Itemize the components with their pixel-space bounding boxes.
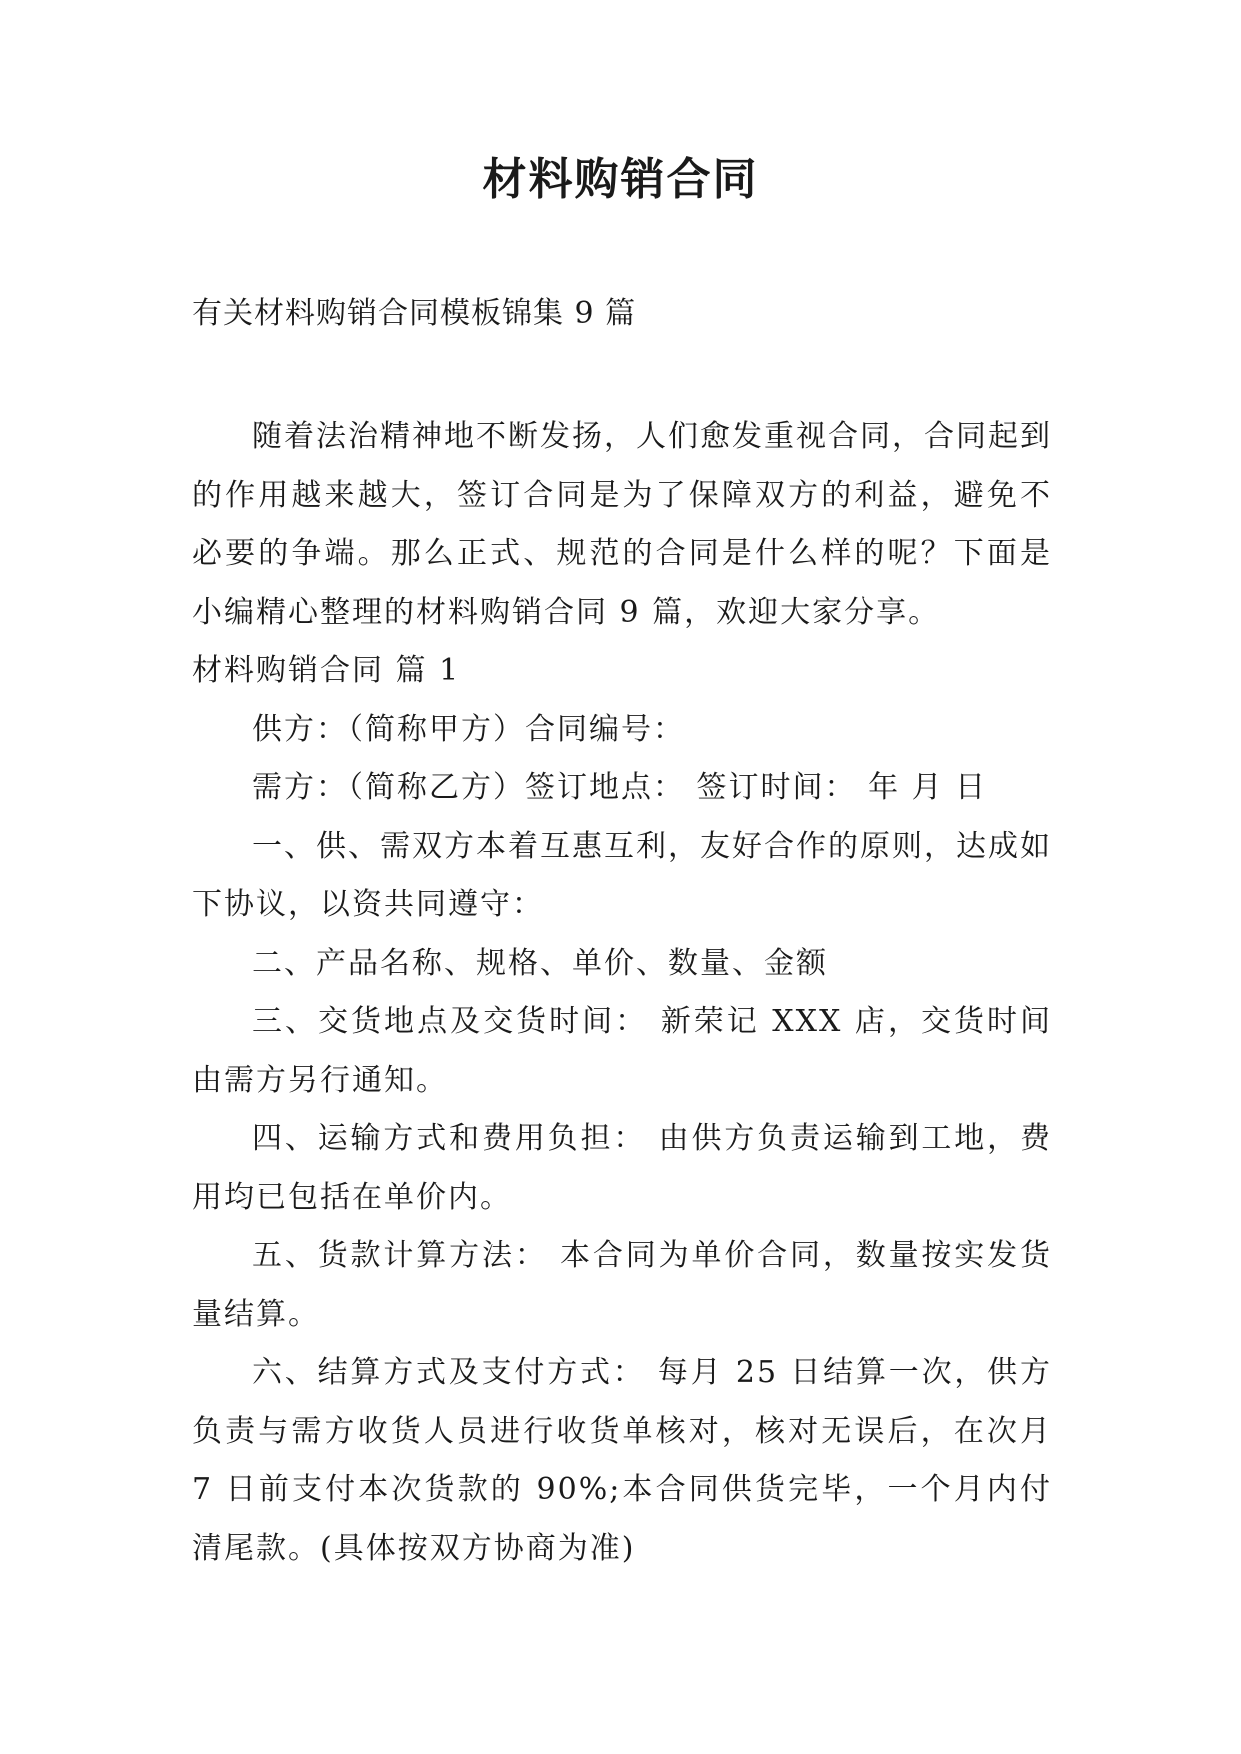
document-title: 材料购销合同: [482, 154, 759, 205]
intro-paragraph: 随着法治精神地不断发扬，人们愈发重视合同，合同起到的作用越来越大，签订合同是为了保障双方的利益，避免不必要的争端。那么正式、规范的合同是什么样的呢？下面是小编精心整理的材料购销合同 9 篇，欢迎大家分享。: [192, 419, 1052, 630]
buyer-line: 需方：（简称乙方）签订地点： 签订时间： 年 月 日: [252, 770, 988, 805]
clause-1: 一、供、需双方本着互惠互利，友好合作的原则，达成如下协议，以资共同遵守：: [192, 828, 1052, 922]
clause-4: 四、运输方式和费用负担： 由供方负责运输到工地，费用均已包括在单价内。: [192, 1121, 1052, 1215]
clause-5: 五、货款计算方法： 本合同为单价合同，数量按实发货量结算。: [192, 1238, 1052, 1332]
clause-2: 二、产品名称、规格、单价、数量、金额: [252, 945, 828, 981]
section-heading: 材料购销合同 篇 1: [192, 653, 461, 688]
clause-3: 三、交货地点及交货时间： 新荣记 XXX 店，交货时间由需方另行通知。: [192, 1004, 1052, 1098]
document-subtitle: 有关材料购销合同模板锦集 9 篇: [192, 296, 637, 331]
document-body: [192, 408, 1052, 1578]
supplier-line: 供方：（简称甲方）合同编号：: [252, 711, 685, 747]
clause-6: 六、结算方式及支付方式： 每月 25 日结算一次，供方负责与需方收货人员进行收货单核对，核对无误后，在次月 7 日前支付本次货款的 90%;本合同供货完毕，一个月内付清尾款。(具体按双方协商为准): [192, 1355, 1052, 1566]
